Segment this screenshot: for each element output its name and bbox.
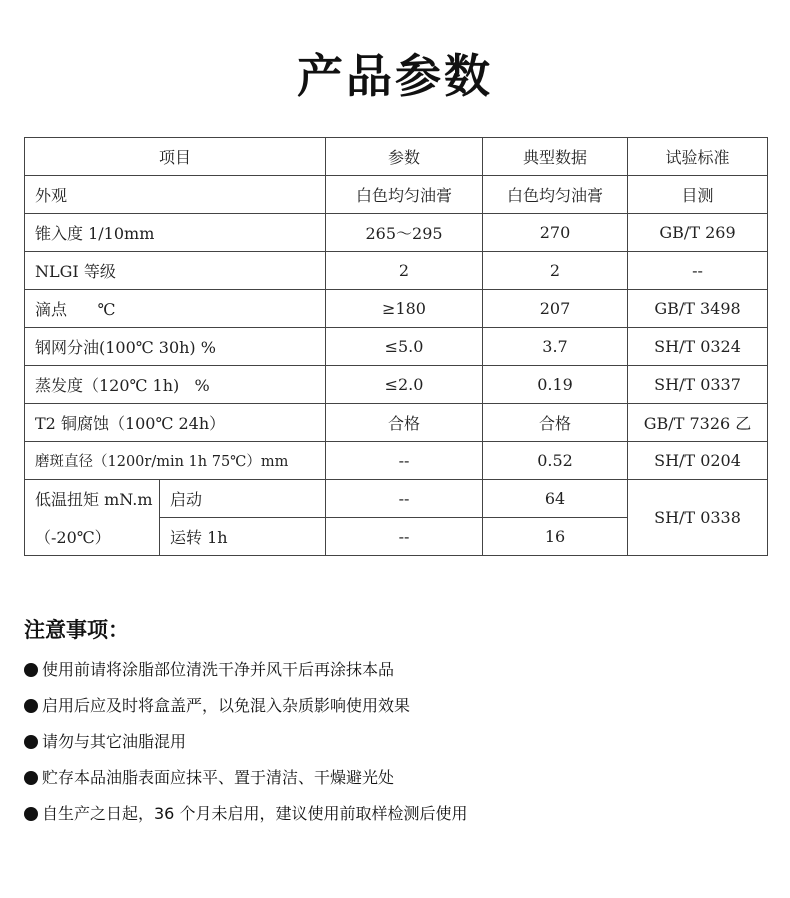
- table-row: [25, 404, 768, 442]
- row-standard: GB/T 269: [628, 214, 768, 252]
- note-text: 使用前请将涂脂部位清洗干净并风干后再涂抹本品: [42, 660, 395, 679]
- row-standard: SH/T 0204: [628, 442, 768, 480]
- note-text: 启用后应及时将盒盖严，以免混入杂质影响使用效果: [42, 696, 411, 715]
- row-item: 外观: [25, 176, 326, 214]
- note-text: 贮存本品油脂表面应抹平、置于清洁、干燥避光处: [42, 768, 395, 787]
- table-row-torque-start: [25, 480, 768, 518]
- list-item: [24, 796, 467, 832]
- bullet-icon: [24, 699, 38, 713]
- row-typical: 2: [483, 252, 628, 290]
- row-typical: 207: [483, 290, 628, 328]
- list-item: [24, 724, 467, 760]
- torque-start-label: 启动: [160, 480, 326, 518]
- row-item: 滴点 ℃: [25, 290, 326, 328]
- row-item: T2 铜腐蚀（100℃ 24h）: [25, 404, 326, 442]
- row-item: 钢网分油(100℃ 30h) %: [25, 328, 326, 366]
- row-standard: 目测: [628, 176, 768, 214]
- row-param: ≤2.0: [326, 366, 483, 404]
- row-param: ≤5.0: [326, 328, 483, 366]
- row-param: 白色均匀油膏: [326, 176, 483, 214]
- table-row: [25, 214, 768, 252]
- row-standard: SH/T 0337: [628, 366, 768, 404]
- row-item: NLGI 等级: [25, 252, 326, 290]
- list-item: [24, 688, 467, 724]
- row-typical: 白色均匀油膏: [483, 176, 628, 214]
- torque-start-typical: 64: [483, 480, 628, 518]
- torque-label: 低温扭矩 mN.m: [25, 480, 160, 518]
- table-header-row: [25, 138, 768, 176]
- row-typical: 270: [483, 214, 628, 252]
- notes-list: [24, 652, 467, 832]
- note-text: 请勿与其它油脂混用: [42, 732, 187, 751]
- list-item: [24, 652, 467, 688]
- header-param: 参数: [326, 138, 483, 176]
- torque-start-param: --: [326, 480, 483, 518]
- bullet-icon: [24, 663, 38, 677]
- row-param: 2: [326, 252, 483, 290]
- list-item: [24, 760, 467, 796]
- torque-temperature: （-20℃）: [25, 518, 160, 556]
- torque-standard: SH/T 0338: [628, 480, 768, 556]
- table-row: [25, 290, 768, 328]
- bullet-icon: [24, 807, 38, 821]
- header-item: 项目: [25, 138, 326, 176]
- row-standard: GB/T 7326 乙: [628, 404, 768, 442]
- row-item: 蒸发度（120℃ 1h) %: [25, 366, 326, 404]
- header-standard: 试验标准: [628, 138, 768, 176]
- bullet-icon: [24, 771, 38, 785]
- product-parameters-table: [24, 137, 768, 556]
- row-param: ≥180: [326, 290, 483, 328]
- header-typical: 典型数据: [483, 138, 628, 176]
- table-row: [25, 442, 768, 480]
- notes-title: 注意事项：: [24, 618, 129, 642]
- row-typical: 3.7: [483, 328, 628, 366]
- torque-run-typical: 16: [483, 518, 628, 556]
- torque-run-param: --: [326, 518, 483, 556]
- table-row: [25, 176, 768, 214]
- table-row: [25, 328, 768, 366]
- row-param: --: [326, 442, 483, 480]
- row-standard: GB/T 3498: [628, 290, 768, 328]
- row-param: 265～295: [326, 214, 483, 252]
- bullet-icon: [24, 735, 38, 749]
- table-row: [25, 366, 768, 404]
- table-row: [25, 252, 768, 290]
- torque-run-label: 运转 1h: [160, 518, 326, 556]
- note-text: 自生产之日起，36 个月未启用，建议使用前取样检测后使用: [42, 804, 468, 823]
- row-standard: SH/T 0324: [628, 328, 768, 366]
- row-typical: 合格: [483, 404, 628, 442]
- row-typical: 0.52: [483, 442, 628, 480]
- row-standard: --: [628, 252, 768, 290]
- page-title: 产品参数: [297, 49, 493, 103]
- row-item: 锥入度 1/10mm: [25, 214, 326, 252]
- row-item: 磨斑直径（1200r/min 1h 75℃）mm: [25, 442, 326, 480]
- row-typical: 0.19: [483, 366, 628, 404]
- row-param: 合格: [326, 404, 483, 442]
